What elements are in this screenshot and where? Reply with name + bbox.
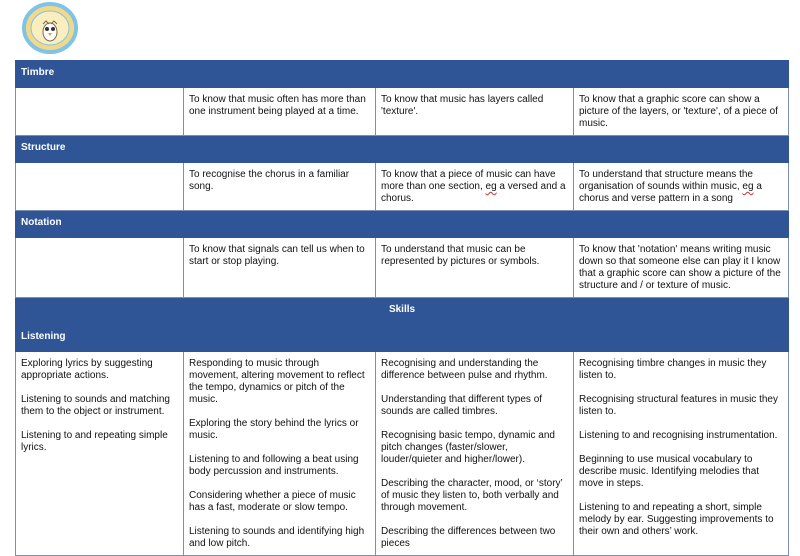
section-title: Skills xyxy=(16,298,789,325)
list-item: Listening to and recognising instrumentation. xyxy=(579,430,778,441)
list-item: Exploring lyrics by suggesting appropriate actions. xyxy=(21,358,153,381)
list-item: Listening to sounds and identifying high and low pitch. xyxy=(189,526,365,549)
table-row xyxy=(16,88,789,136)
section-title: Structure xyxy=(16,136,789,163)
school-logo xyxy=(22,2,78,54)
list-item: Recognising timbre changes in music they listen to. xyxy=(579,358,767,381)
table-cell: To understand that music can be represented by pictures or symbols. xyxy=(376,238,574,298)
owl-icon xyxy=(22,2,78,54)
table-cell xyxy=(184,352,376,556)
spelling-flag: eg xyxy=(485,181,497,192)
table-row xyxy=(16,352,789,556)
table-cell: To know that a graphic score can show a picture of the layers, or 'texture', of a piece of music. xyxy=(574,88,789,136)
list-item: Considering whether a piece of music has a fast, moderate or slow tempo. xyxy=(189,490,356,513)
cell-text: To understand that structure means the organisation of sounds within music, xyxy=(579,169,753,192)
list-item: Describing the differences between two pieces xyxy=(381,526,556,549)
section-title: Timbre xyxy=(16,61,789,88)
section-header-timbre xyxy=(16,61,789,88)
table-cell xyxy=(16,352,184,556)
table-cell: To recognise the chorus in a familiar song. xyxy=(184,163,376,211)
list-item: Recognising structural features in music they listen to. xyxy=(579,394,778,417)
spelling-flag: eg xyxy=(742,181,754,192)
table-row xyxy=(16,238,789,298)
table-cell: To know that music has layers called 'texture'. xyxy=(376,88,574,136)
table-cell: To know that 'notation' means writing music down so that someone else can play it I know that a graphic score can show a picture of the structure and / or texture of music. xyxy=(574,238,789,298)
list-item: Understanding that different types of sounds are called timbres. xyxy=(381,394,543,417)
table-cell: To know that music often has more than one instrument being played at a time. xyxy=(184,88,376,136)
list-item: Listening to and following a beat using body percussion and instruments. xyxy=(189,454,359,477)
section-header-listening xyxy=(16,325,789,352)
list-item: Recognising basic tempo, dynamic and pitch changes (faster/slower, louder/quieter and higher/lower). xyxy=(381,430,555,465)
table-cell xyxy=(376,352,574,556)
list-item: Recognising and understanding the difference between pulse and rhythm. xyxy=(381,358,548,381)
table-row xyxy=(16,163,789,211)
table-cell: To know that signals can tell us when to start or stop playing. xyxy=(184,238,376,298)
list-item: Responding to music through movement, altering movement to reflect the tempo, dynamics or pitch of the music. xyxy=(189,358,365,405)
table-cell xyxy=(376,163,574,211)
table-cell xyxy=(16,238,184,298)
table-cell xyxy=(16,163,184,211)
table-cell xyxy=(574,163,789,211)
cell-text: a versed and a chorus. xyxy=(381,181,566,204)
section-header-structure xyxy=(16,136,789,163)
list-item: Exploring the story behind the lyrics or music. xyxy=(189,418,359,441)
section-header-notation xyxy=(16,211,789,238)
cell-text: To know that a piece of music can have more than one section, xyxy=(381,169,556,192)
cell-text: a chorus and verse pattern in a song xyxy=(579,181,762,204)
table-cell xyxy=(16,88,184,136)
list-item: Listening to and repeating a short, simple melody by ear. Suggesting improvements to their own and others’ work. xyxy=(579,502,774,537)
section-title: Notation xyxy=(16,211,789,238)
section-title: Listening xyxy=(16,325,789,352)
list-item: Describing the character, mood, or ‘story’ of music they listen to, both verbally and through movement. xyxy=(381,478,563,513)
list-item: Beginning to use musical vocabulary to describe music. Identifying melodies that move in steps. xyxy=(579,454,760,489)
list-item: Listening to sounds and matching them to the object or instrument. xyxy=(21,394,170,417)
curriculum-table xyxy=(15,60,789,556)
table-cell xyxy=(574,352,789,556)
section-header-skills xyxy=(16,298,789,325)
list-item: Listening to and repeating simple lyrics. xyxy=(21,430,168,453)
